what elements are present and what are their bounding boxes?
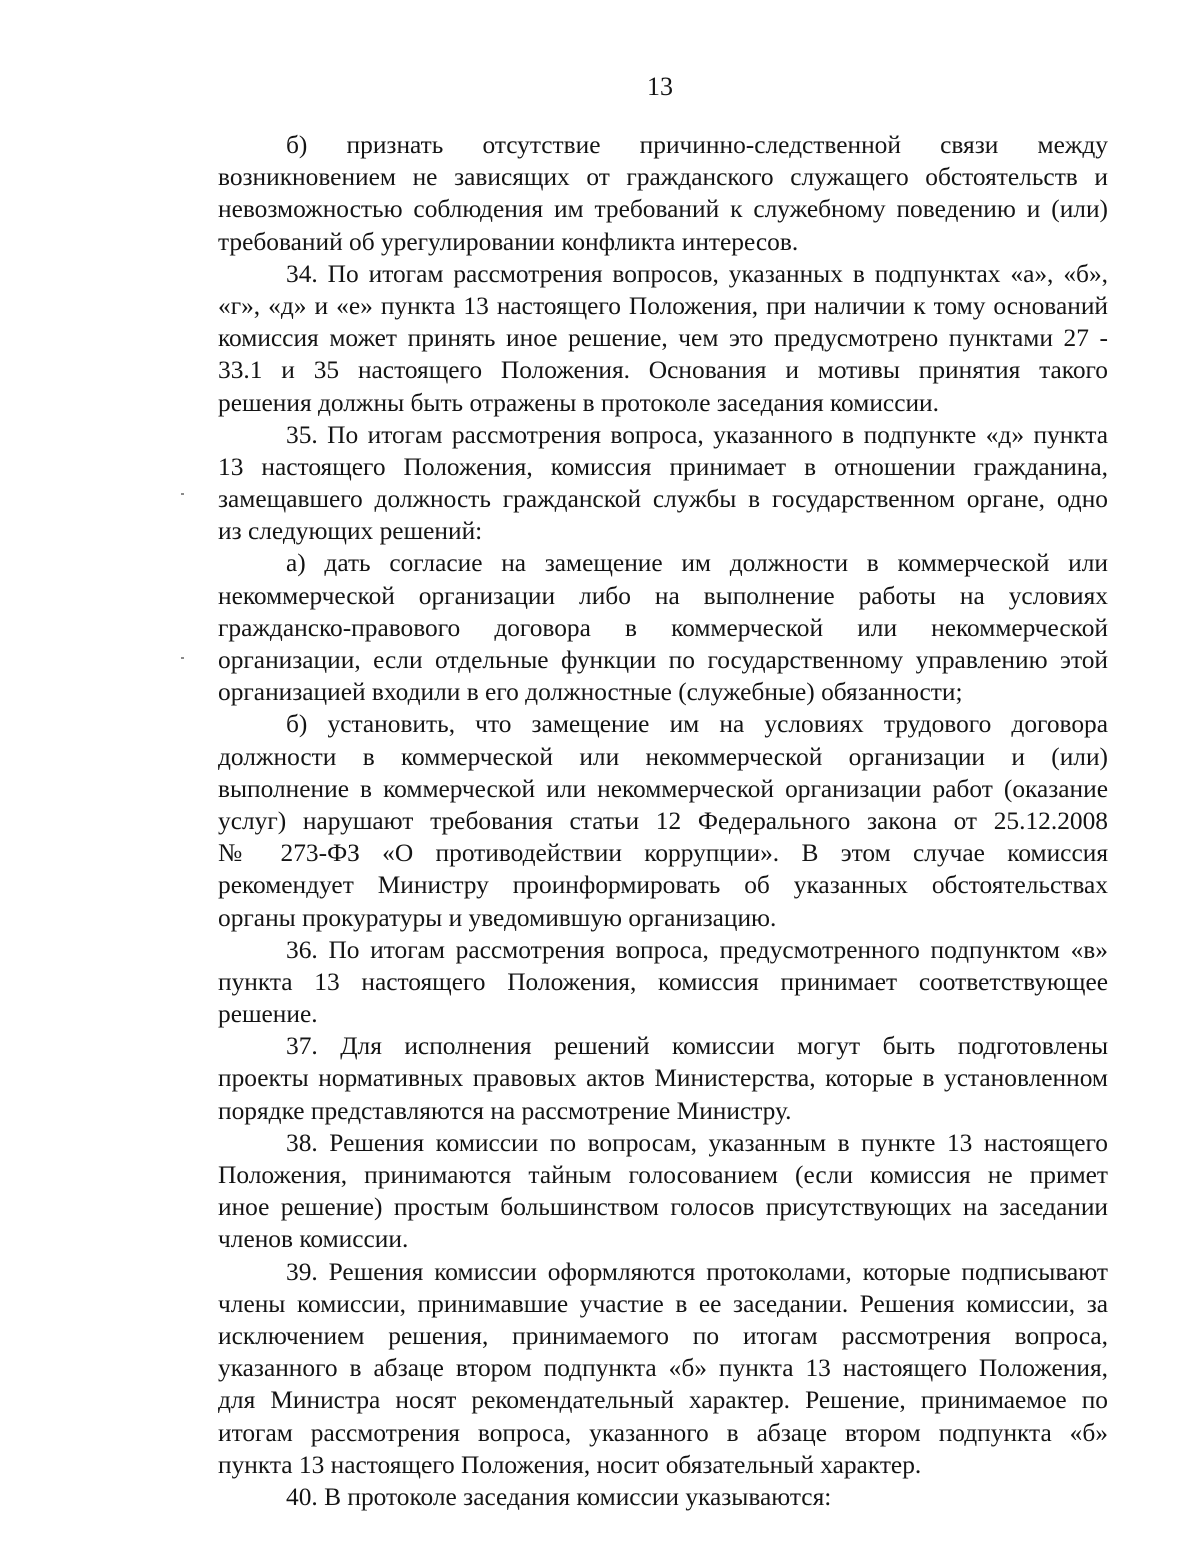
text-line: члены комиссии, принимавшие участие в ее заседании. Решения комиссии, за [218, 1289, 1108, 1318]
text-line: из следующих решений: [218, 517, 483, 546]
paragraph-40 [218, 1481, 1108, 1513]
text-line: 36. По итогам рассмотрения вопроса, предусмотренного подпунктом «в» [286, 935, 1108, 964]
text-line: Положения, принимаются тайным голосованием (если комиссия не примет [218, 1161, 1108, 1189]
text-line: итогам рассмотрения вопроса, указанного в абзаце втором подпункта «б» [218, 1418, 1108, 1447]
text-line: «г», «д» и «е» пункта 13 настоящего Положения, при наличии к тому оснований [218, 291, 1108, 320]
text-line: организации, если отдельные функции по государственному управлению этой [218, 646, 1108, 674]
text-line: пункта 13 настоящего Положения, носит обязательный характер. [218, 1450, 922, 1479]
text-line: гражданско-правового договора в коммерческой или некоммерческой [218, 613, 1108, 642]
text-line: 39. Решения комиссии оформляются протоколами, которые подписывают [286, 1257, 1108, 1286]
text-line: б) признать отсутствие причинно-следственной связи между [286, 131, 1108, 159]
text-line: услуг) нарушают требования статьи 12 Федерального закона от 25.12.2008 [218, 806, 1108, 835]
text-line: 34. По итогам рассмотрения вопросов, указанных в подпунктах «а», «б», [286, 259, 1108, 288]
text-line: органы прокуратуры и уведомившую организацию. [218, 903, 777, 932]
paragraph-38 [218, 1127, 1108, 1256]
text-line: некоммерческой организации либо на выполнение работы на условиях [218, 581, 1108, 610]
paragraph-39 [218, 1256, 1108, 1481]
margin-tick-mark [181, 657, 184, 659]
text-line: 37. Для исполнения решений комиссии могут быть подготовлены [286, 1032, 1108, 1061]
text-line: невозможностью соблюдения им требований к служебному поведению и (или) [218, 195, 1108, 224]
text-line: проекты нормативных правовых актов Министерства, которые в установленном [218, 1064, 1108, 1093]
paragraph-34 [218, 258, 1108, 419]
text-line: указанного в абзаце втором подпункта «б» пункта 13 настоящего Положения, [218, 1354, 1108, 1383]
paragraph-35 [218, 419, 1108, 548]
text-line: иное решение) простым большинством голосов присутствующих на заседании [218, 1193, 1108, 1222]
text-line: пункта 13 настоящего Положения, комиссия принимает соответствующее [218, 967, 1108, 996]
text-line: порядке представляются на рассмотрение Министру. [218, 1096, 792, 1125]
paragraph-36 [218, 934, 1108, 1031]
paragraph-35a [218, 547, 1108, 708]
text-line: № 273-ФЗ «О противодействии коррупции». В этом случае комиссия [218, 839, 1108, 868]
text-line: выполнение в коммерческой или некоммерческой организации работ (оказание [218, 774, 1108, 803]
text-line: для Министра носят рекомендательный характер. Решение, принимаемое по [218, 1386, 1108, 1415]
text-line: требований об урегулировании конфликта интересов. [218, 227, 799, 256]
paragraph-35b [218, 708, 1108, 933]
text-line: 40. В протоколе заседания комиссии указываются: [286, 1482, 832, 1511]
text-line: 35. По итогам рассмотрения вопроса, указанного в подпункте «д» пункта [286, 420, 1108, 449]
paragraph-37 [218, 1030, 1108, 1127]
text-line: комиссия может принять иное решение, чем это предусмотрено пунктами 27 - [218, 324, 1108, 353]
text-line: б) установить, что замещение им на условиях трудового договора [286, 710, 1108, 739]
text-line: решения должны быть отражены в протоколе заседания комиссии. [218, 388, 939, 417]
text-line: замещавшего должность гражданской службы в государственном органе, одно [218, 485, 1108, 514]
margin-tick-mark [181, 493, 184, 495]
text-line: а) дать согласие на замещение им должности в коммерческой или [286, 549, 1108, 578]
text-line: исключением решения, принимаемого по итогам рассмотрения вопроса, [218, 1321, 1108, 1350]
text-line: 38. Решения комиссии по вопросам, указанным в пункте 13 настоящего [286, 1128, 1108, 1157]
paragraph-33b [218, 129, 1108, 258]
text-line: членов комиссии. [218, 1225, 409, 1254]
text-line: 33.1 и 35 настоящего Положения. Основания и мотивы принятия такого [218, 356, 1108, 385]
text-line: должности в коммерческой или некоммерческой организации и (или) [218, 742, 1108, 771]
document-body [218, 129, 1108, 1513]
text-line: 13 настоящего Положения, комиссия принимает в отношении гражданина, [218, 452, 1108, 481]
page-number: 13 [647, 72, 673, 101]
text-line: организацией входили в его должностные (служебные) обязанности; [218, 678, 963, 707]
text-line: возникновением не зависящих от гражданского служащего обстоятельств и [218, 163, 1108, 192]
text-line: рекомендует Министру проинформировать об указанных обстоятельствах [218, 871, 1108, 900]
text-line: решение. [218, 1000, 318, 1029]
